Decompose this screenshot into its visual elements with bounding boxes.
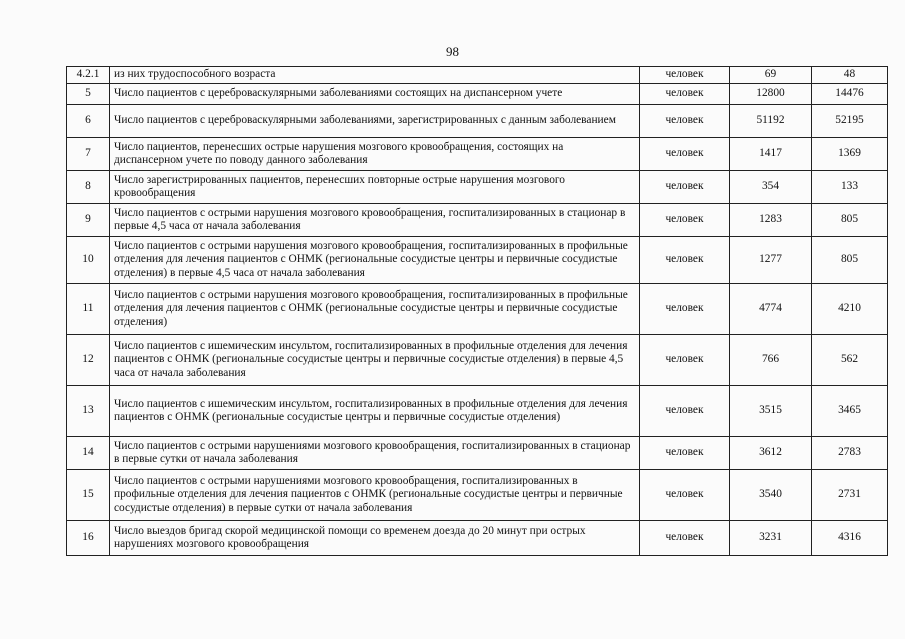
- row-value-2-cell: 14476: [812, 84, 888, 105]
- table-row: [67, 237, 888, 284]
- row-description-cell: Число пациентов, перенесших острые нарушения мозгового кровообращения, состоящих на диспансерном учете по поводу данного заболевания: [110, 138, 640, 171]
- row-value-2-cell: 1369: [812, 138, 888, 171]
- row-number-cell: 14: [67, 437, 110, 470]
- page-number: 98: [446, 44, 459, 59]
- row-number-cell: 8: [67, 171, 110, 204]
- table-row: [67, 437, 888, 470]
- row-value-2-cell: 562: [812, 335, 888, 386]
- row-value-2-cell: 4316: [812, 521, 888, 556]
- row-value-1-cell: 3612: [730, 437, 812, 470]
- row-value-1-cell: 12800: [730, 84, 812, 105]
- row-number-cell: 7: [67, 138, 110, 171]
- row-number-cell: 4.2.1: [67, 67, 110, 84]
- row-unit-cell: человек: [640, 84, 730, 105]
- row-description-cell: Число зарегистрированных пациентов, перенесших повторные острые нарушения мозгового кровообращения: [110, 171, 640, 204]
- row-unit-cell: человек: [640, 105, 730, 138]
- table-row: [67, 67, 888, 84]
- row-unit-cell: человек: [640, 386, 730, 437]
- row-number-cell: 6: [67, 105, 110, 138]
- row-value-1-cell: 354: [730, 171, 812, 204]
- row-unit-cell: человек: [640, 237, 730, 284]
- row-value-2-cell: 4210: [812, 284, 888, 335]
- row-unit-cell: человек: [640, 67, 730, 84]
- row-unit-cell: человек: [640, 470, 730, 521]
- row-value-2-cell: 2731: [812, 470, 888, 521]
- row-number-cell: 12: [67, 335, 110, 386]
- row-value-1-cell: 1277: [730, 237, 812, 284]
- statistics-table-body: [67, 67, 888, 556]
- row-value-2-cell: 48: [812, 67, 888, 84]
- row-number-cell: 11: [67, 284, 110, 335]
- row-value-2-cell: 2783: [812, 437, 888, 470]
- row-value-1-cell: 3540: [730, 470, 812, 521]
- row-unit-cell: человек: [640, 521, 730, 556]
- row-number-cell: 10: [67, 237, 110, 284]
- row-description-cell: Число пациентов с цереброваскулярными заболеваниями, зарегистрированных с данным заболеванием: [110, 105, 640, 138]
- row-description-cell: Число пациентов с острыми нарушениями мозгового кровообращения, госпитализированных в стационар в первые сутки от начала заболевания: [110, 437, 640, 470]
- row-value-2-cell: 133: [812, 171, 888, 204]
- row-description-cell: Число выездов бригад скорой медицинской помощи со временем доезда до 20 минут при острых нарушениях мозгового кровообращения: [110, 521, 640, 556]
- row-unit-cell: человек: [640, 284, 730, 335]
- row-value-1-cell: 766: [730, 335, 812, 386]
- row-unit-cell: человек: [640, 204, 730, 237]
- row-unit-cell: человек: [640, 437, 730, 470]
- table-row: [67, 138, 888, 171]
- row-description-cell: Число пациентов с острыми нарушениями мозгового кровообращения, госпитализированных в профильные отделения для лечения пациентов с ОНМК (региональные сосудистые центры и первичные сосудистые отделения) в первые сутки от начала заболевания: [110, 470, 640, 521]
- row-value-2-cell: 805: [812, 204, 888, 237]
- table-row: [67, 284, 888, 335]
- row-value-1-cell: 3515: [730, 386, 812, 437]
- row-value-1-cell: 69: [730, 67, 812, 84]
- row-number-cell: 15: [67, 470, 110, 521]
- row-description-cell: Число пациентов с ишемическим инсультом, госпитализированных в профильные отделения для лечения пациентов с ОНМК (региональные сосудистые центры и первичные сосудистые отделения): [110, 386, 640, 437]
- row-value-1-cell: 1283: [730, 204, 812, 237]
- table-row: [67, 470, 888, 521]
- row-number-cell: 9: [67, 204, 110, 237]
- row-description-cell: из них трудоспособного возраста: [110, 67, 640, 84]
- statistics-table: [66, 66, 888, 556]
- row-description-cell: Число пациентов с острыми нарушения мозгового кровообращения, госпитализированных в профильные отделения для лечения пациентов с ОНМК (региональные сосудистые центры и первичные сосудистые отделения): [110, 284, 640, 335]
- row-description-cell: Число пациентов с ишемическим инсультом, госпитализированных в профильные отделения для лечения пациентов с ОНМК (региональные сосудистые центры и первичные сосудистые отделения) в первые 4,5 часа от начала заболевания: [110, 335, 640, 386]
- row-number-cell: 13: [67, 386, 110, 437]
- row-description-cell: Число пациентов с цереброваскулярными заболеваниями состоящих на диспансерном учете: [110, 84, 640, 105]
- row-value-2-cell: 805: [812, 237, 888, 284]
- row-value-2-cell: 52195: [812, 105, 888, 138]
- table-row: [67, 204, 888, 237]
- row-number-cell: 16: [67, 521, 110, 556]
- row-number-cell: 5: [67, 84, 110, 105]
- row-description-cell: Число пациентов с острыми нарушения мозгового кровообращения, госпитализированных в стационар в первые 4,5 часа от начала заболевания: [110, 204, 640, 237]
- row-description-cell: Число пациентов с острыми нарушения мозгового кровообращения, госпитализированных в профильные отделения для лечения пациентов с ОНМК (региональные сосудистые центры и первичные сосудистые отделения) в первые 4,5 часа от начала заболевания: [110, 237, 640, 284]
- table-row: [67, 335, 888, 386]
- table-row: [67, 105, 888, 138]
- row-value-1-cell: 51192: [730, 105, 812, 138]
- row-value-2-cell: 3465: [812, 386, 888, 437]
- row-unit-cell: человек: [640, 138, 730, 171]
- row-value-1-cell: 1417: [730, 138, 812, 171]
- row-value-1-cell: 3231: [730, 521, 812, 556]
- row-value-1-cell: 4774: [730, 284, 812, 335]
- table-row: [67, 521, 888, 556]
- table-row: [67, 171, 888, 204]
- table-row: [67, 84, 888, 105]
- row-unit-cell: человек: [640, 335, 730, 386]
- row-unit-cell: человек: [640, 171, 730, 204]
- table-row: [67, 386, 888, 437]
